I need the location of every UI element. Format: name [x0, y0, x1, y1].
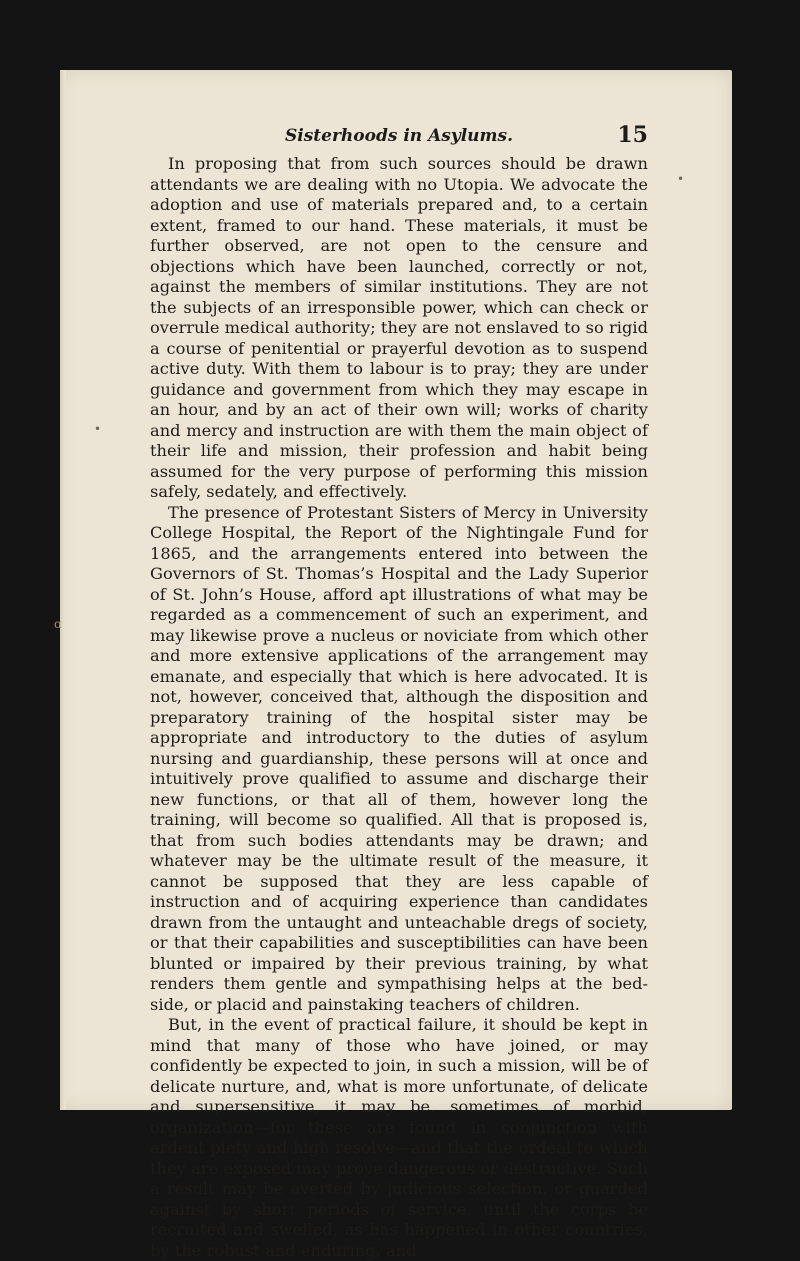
margin-mark: ɑ [54, 617, 62, 631]
ink-speck: • [94, 422, 102, 436]
book-page [54, 70, 732, 1260]
paragraph: In proposing that from such sources should be drawn attendants we are dealing with no Utopia. We advocate the adoption and use of materials prepared and, to a certain extent, framed to our hand. These materials, it must be further observed, are not open to the censure and objections which have been launched, correctly or not, against the members of similar institutions. They are not the subjects of an irresponsible power, which can check or overrule medical authority; they are not enslaved to so rigid a course of penitential or prayerful devotion as to suspend active duty. With them to labour is to pray; they are under guidance and government from which they may escape in an hour, and by an act of their own will; works of charity and mercy and instruction are with them the main object of their life and mission, their profession and habit being assumed for the very purpose of performing this mission safely, sedately, and effectively. [150, 154, 648, 501]
running-head-title: Sisterhoods in Asylums. [284, 126, 513, 146]
body-text [150, 154, 648, 1261]
page-number: 15 [617, 122, 648, 148]
running-head [150, 122, 648, 148]
paragraph: But, in the event of practical failure, it should be kept in mind that many of those who have joined, or may confidently be expected to join, in such a mission, will be of delicate nurture, and, what is more unfortunate, of delicate and supersensitive, it may be, sometimes of morbid, organization—for these are found in conjunction with ardent piety and high resolve—and that the ordeal to which they are exposed may prove dangerous or destructive. Such a result may be averted by judicious selection, or guarded against by short periods of service, until the corps be recruited and swelled, as has happened in other countries, by the robust and enduring, and [150, 1015, 648, 1260]
page-gutter-shadow [60, 70, 66, 1110]
paragraph: The presence of Protestant Sisters of Mercy in University College Hospital, the Report of the Nightingale Fund for 1865, and the arrangements entered into between the Governors of St. Thomas’s Hospital and the Lady Superior of St. John’s House, afford apt illustrations of what may be regarded as a commencement of such an experiment, and may likewise prove a nucleus or noviciate from which other and more extensive applications of the arrangement may emanate, and especially that which is here advocated. It is not, however, conceived that, although the disposition and preparatory training of the hospital sister may be appropriate and introductory to the duties of asylum nursing and guardianship, these persons will at once and intuitively prove qualified to assume and discharge their new functions, or that all of them, however long the training, will become so qualified. All that is proposed is, that from such bodies attendants may be drawn; and whatever may be the ultimate result of the measure, it cannot be supposed that they are less capable of instruction and of acquiring experience than candidates drawn from the untaught and unteachable dregs of society, or that their capabilities and susceptibilities can have been blunted or impaired by their previous training, by what renders them gentle and sympathising helps at the bed-side, or placid and painstaking teachers of children. [150, 502, 648, 1014]
ink-speck: • [677, 172, 685, 186]
